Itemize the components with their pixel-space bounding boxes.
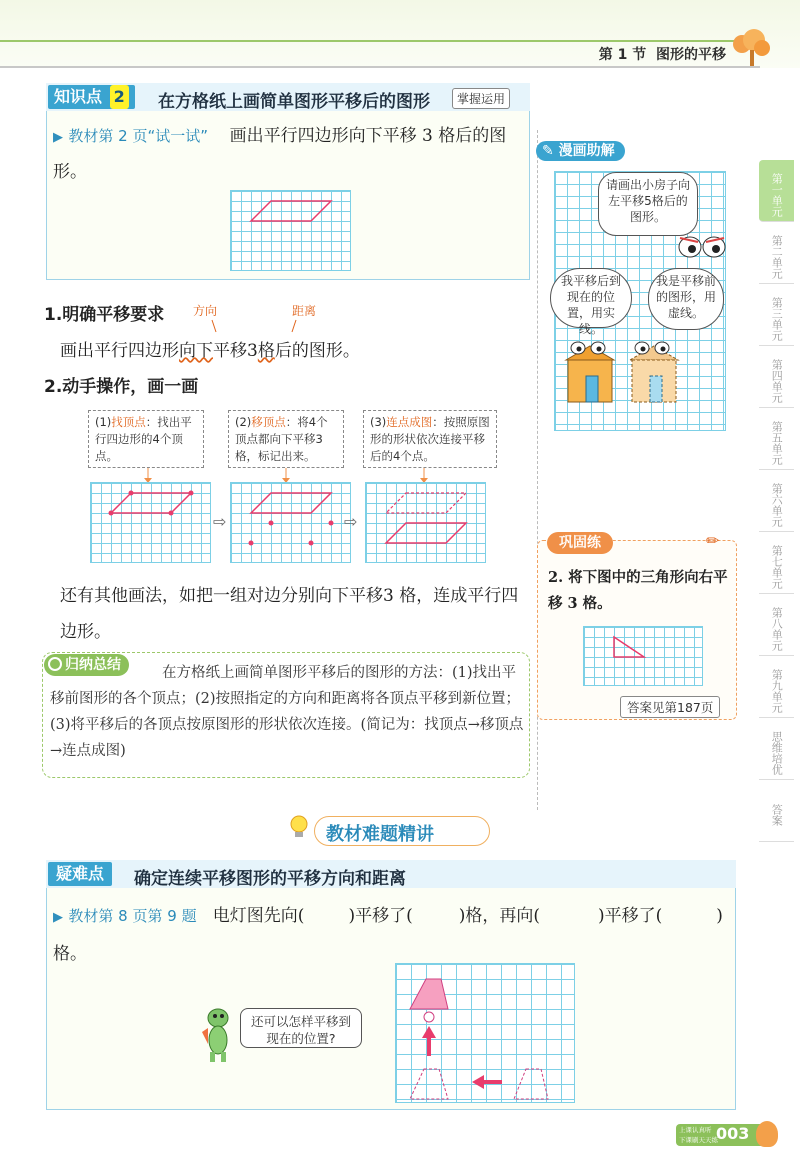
summary-text bbox=[50, 660, 524, 764]
tab-unit-6[interactable]: 第六单元 bbox=[759, 470, 794, 532]
knowledge-title: 在方格纸上画简单图形平移后的图形 bbox=[158, 92, 430, 112]
footer-brand-2: 下课刷天天练 bbox=[679, 1136, 718, 1144]
tab-unit-3[interactable]: 第三单元 bbox=[759, 284, 794, 346]
tab-thinking[interactable]: 思维培优 bbox=[759, 718, 794, 780]
box2-text: ：将4个顶点都向下平移3格，标记出来。 bbox=[235, 415, 328, 463]
eyes-icon bbox=[676, 234, 730, 260]
tab-unit-5[interactable]: 第五单元 bbox=[759, 408, 794, 470]
hard-question bbox=[53, 898, 733, 972]
tree-icon bbox=[728, 26, 772, 68]
footer-brand bbox=[679, 1125, 718, 1145]
hard-title: 确定连续平移图形的平移方向和距离 bbox=[134, 869, 406, 889]
knowledge-tag: 掌握运用 bbox=[452, 88, 510, 109]
hard-q-1: 电灯图先向( bbox=[212, 906, 305, 926]
box3-key: 连点成图 bbox=[386, 415, 433, 429]
step1-text-c: 平移3 bbox=[213, 341, 258, 361]
hard-q-5: )格。 bbox=[53, 906, 723, 964]
tab-unit-9[interactable]: 第九单元 bbox=[759, 656, 794, 718]
box3-text: ：按照原图形的形状依次连接平移后的4个点。 bbox=[370, 415, 490, 463]
step1-title: 1.明确平移要求 bbox=[44, 305, 165, 325]
box1-key: 找顶点 bbox=[111, 415, 146, 429]
summary-label-text: 归纳总结 bbox=[65, 657, 121, 673]
step2-title: 2.动手操作，画一画 bbox=[44, 377, 199, 397]
page-header bbox=[0, 0, 800, 68]
box3-num: (3) bbox=[370, 415, 387, 429]
tab-unit-7[interactable]: 第七单元 bbox=[759, 532, 794, 594]
triangle-bullet-icon-2: ▶ bbox=[53, 910, 63, 925]
box2-num: (2) bbox=[235, 415, 252, 429]
knowledge-task-text: 画出平行四边形向下平移 3 格后的图形。 bbox=[53, 126, 507, 182]
step-grid-2 bbox=[230, 482, 351, 563]
parallelogram-grid bbox=[230, 190, 351, 271]
tab-unit-8[interactable]: 第八单元 bbox=[759, 594, 794, 656]
hard-q-3: )格，再向( bbox=[458, 906, 540, 926]
header-section: 第 1 节 bbox=[598, 47, 647, 63]
practice-grid bbox=[583, 626, 703, 686]
lamp-grid bbox=[395, 963, 575, 1103]
hint-bubble: 还可以怎样平移到现在的位置? bbox=[240, 1008, 362, 1048]
hard-section-title: 教材难题精讲 bbox=[326, 824, 434, 845]
parallelogram-shape bbox=[231, 191, 352, 272]
knowledge-task bbox=[53, 119, 523, 189]
header-band bbox=[0, 40, 740, 42]
step-box-move bbox=[228, 410, 344, 468]
header-title-text: 图形的平移 bbox=[656, 47, 726, 63]
grid1-shape bbox=[91, 483, 212, 564]
comic-icon: ✎ bbox=[542, 143, 554, 159]
box1-text: ：找出平行四边形的4个顶点。 bbox=[95, 415, 192, 463]
knowledge-number: 2 bbox=[110, 85, 129, 109]
dinosaur-character bbox=[196, 1000, 242, 1064]
comic-bubble-right: 我是平移前的图形，用虚线。 bbox=[648, 268, 724, 330]
knowledge-badge-label: 知识点 bbox=[54, 87, 103, 106]
next-arrow-icon: ⇨ bbox=[213, 512, 227, 531]
step1-text bbox=[60, 336, 360, 361]
step-box-find bbox=[88, 410, 204, 468]
next-arrow-icon-2: ⇨ bbox=[344, 512, 358, 531]
hard-ref: 教材第 8 页第 9 题 bbox=[68, 907, 197, 925]
pencil-icon: ✏ bbox=[706, 531, 720, 550]
comic-bubble-left: 我平移后到现在的位置，用实线。 bbox=[550, 268, 632, 328]
footer-tree-icon bbox=[756, 1121, 778, 1147]
knowledge-task-ref: 教材第 2 页“试一试” bbox=[68, 127, 209, 145]
page-number: 003 bbox=[716, 1124, 750, 1143]
box2-key: 移顶点 bbox=[251, 415, 286, 429]
tab-unit-1[interactable]: 第一单元 bbox=[759, 160, 794, 222]
header-rule bbox=[0, 66, 760, 68]
house-characters bbox=[560, 336, 720, 406]
knowledge-badge bbox=[48, 85, 135, 109]
summary-text-first: 在方格纸上画简单图形平移后的图形的方法： bbox=[162, 665, 452, 681]
annotation-direction: 方向 bbox=[193, 304, 218, 318]
step1-text-a: 画出平行四边形 bbox=[60, 341, 179, 361]
annotation-distance: 距离 bbox=[292, 304, 317, 318]
step1-distance: 格 bbox=[257, 341, 275, 361]
triangle-shape bbox=[584, 627, 704, 687]
answer-ref: 答案见第187页 bbox=[620, 696, 720, 718]
step-box-connect bbox=[363, 410, 497, 468]
lamp-drawing bbox=[396, 964, 576, 1104]
step1-text-e: 后的图形。 bbox=[274, 341, 360, 361]
hard-q-2: )平移了( bbox=[348, 906, 413, 926]
hard-q-4: )平移了( bbox=[597, 906, 663, 926]
tab-answers[interactable]: 答案 bbox=[759, 780, 794, 842]
practice-question: 2. 将下图中的三角形向右平移 3 格。 bbox=[548, 569, 728, 612]
hard-badge: 疑难点 bbox=[48, 862, 112, 886]
header-title bbox=[599, 44, 726, 64]
lightbulb-icon bbox=[288, 814, 302, 828]
grid2-shape bbox=[231, 483, 352, 564]
comic-bubble-top: 请画出小房子向左平移5格后的图形。 bbox=[598, 172, 698, 236]
step-grid-3 bbox=[365, 482, 486, 563]
tab-unit-4[interactable]: 第四单元 bbox=[759, 346, 794, 408]
box1-num: (1) bbox=[95, 415, 112, 429]
annotation-arrows bbox=[190, 318, 330, 338]
comic-label-text: 漫画助解 bbox=[558, 143, 615, 159]
summary-text-rest: (1)找出平移前图形的各个顶点；(2)按照指定的方向和距离将各顶点平移到新位置；(3)将平移后的各顶点按原图形的形状依次连接。(简记为：找顶点→移顶点→连点成图) bbox=[50, 665, 524, 759]
triangle-bullet-icon: ▶ bbox=[53, 130, 63, 145]
footer-brand-1: 上课认真听 bbox=[679, 1126, 712, 1134]
step1-direction: 向下 bbox=[179, 341, 213, 361]
comic-label bbox=[536, 141, 625, 161]
practice-label: 巩固练 bbox=[547, 532, 613, 554]
step-grid-1 bbox=[90, 482, 211, 563]
unit-tabs bbox=[753, 160, 800, 842]
other-method-text: 还有其他画法，如把一组对边分别向下平移3 格，连成平行四边形。 bbox=[60, 586, 519, 642]
grid3-shape bbox=[366, 483, 487, 564]
tab-unit-2[interactable]: 第二单元 bbox=[759, 222, 794, 284]
